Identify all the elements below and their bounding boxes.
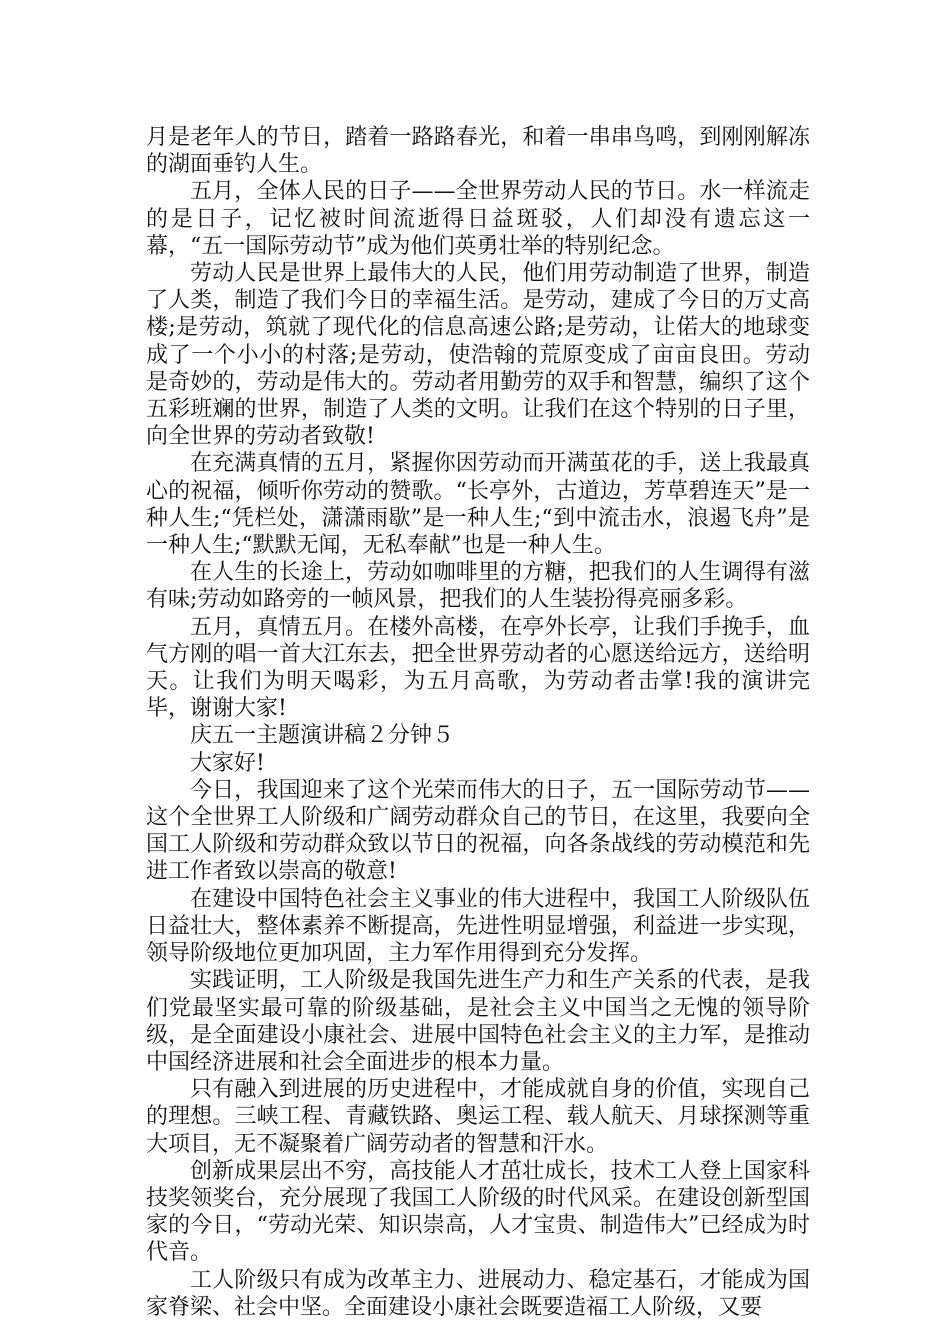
greeting: 大家好! <box>190 750 265 776</box>
paragraph: 今日，我国迎来了这个光荣而伟大的日子，五一国际劳动节——这个全世界工人阶级和广阔劳动群众自己的节日，在这里，我要向全国工人阶级和劳动群众致以节日的祝福，向各条战线的劳动模范和先进工作者致以崇高的敬意! <box>146 777 810 885</box>
paragraph: 五月，全体人民的日子——全世界劳动人民的节日。水一样流走的是日子，记忆被时间流逝得日益斑驳，人们却没有遗忘这一幕，“五一国际劳动节”成为他们英勇壮举的特别纪念。 <box>146 179 810 259</box>
paragraph: 只有融入到进展的历史进程中，才能成就自身的价值，实现自己的理想。三峡工程、青藏铁路、奥运工程、载人航天、月球探测等重大项目，无不凝聚着广阔劳动者的智慧和汗水。 <box>146 1077 810 1157</box>
section-heading: 庆五一主题演讲稿２分钟５ <box>190 723 455 749</box>
document-body <box>146 124 810 1321</box>
paragraph-truncated: 工人阶级只有成为改革主力、进展动力、稳定基石，才能成为国家脊梁、社会中坚。全面建设小康社会既要造福工人阶级，又要 <box>146 1267 810 1320</box>
paragraph-continued: 月是老年人的节日，踏着一路路春光，和着一串串鸟鸣，到刚刚解冻的湖面垂钓人生。 <box>146 125 810 178</box>
paragraph: 在建设中国特色社会主义事业的伟大进程中，我国工人阶级队伍日益壮大，整体素养不断提高，先进性明显增强，利益进一步实现，领导阶级地位更加巩固，主力军作用得到充分发挥。 <box>146 886 810 967</box>
paragraph: 在充满真情的五月，紧握你因劳动而开满茧花的手，送上我最真心的祝福，倾听你劳动的赞歌。“长亭外，古道边，芳草碧连天”是一种人生;“凭栏处，潇潇雨歇”是一种人生;“到中流击水，浪遏飞舟”是一种人生;“默默无闻，无私奉献”也是一种人生。 <box>146 451 810 559</box>
paragraph: 创新成果层出不穷，高技能人才茁壮成长，技术工人登上国家科技奖领奖台，充分展现了我国工人阶级的时代风采。在建设创新型国家的今日，“劳动光荣、知识崇高，人才宝贵、制造伟大”已经成为时代音。 <box>146 1158 810 1266</box>
paragraph: 实践证明，工人阶级是我国先进生产力和生产关系的代表，是我们党最坚实最可靠的阶级基础，是社会主义中国当之无愧的领导阶级，是全面建设小康社会、进展中国特色社会主义的主力军，是推动中国经济进展和社会全面进步的根本力量。 <box>146 968 810 1075</box>
paragraph: 劳动人民是世界上最伟大的人民，他们用劳动制造了世界，制造了人类，制造了我们今日的幸福生活。是劳动，建成了今日的万丈高楼;是劳动，筑就了现代化的信息高速公路;是劳动，让偌大的地球变成了一个小小的村落;是劳动，使浩翰的荒原变成了亩亩良田。劳动是奇妙的，劳动是伟大的。劳动者用勤劳的双手和智慧，编织了这个五彩班斓的世界，制造了人类的文明。让我们在这个特别的日子里，向全世界的劳动者致敬! <box>146 261 810 450</box>
paragraph: 五月，真情五月。在楼外高楼，在亭外长亭，让我们手挽手，血气方刚的唱一首大江东去，把全世界劳动者的心愿送给远方，送给明天。让我们为明天喝彩，为五月高歌，为劳动者击掌!我的演讲完毕，谢谢大家! <box>146 614 810 722</box>
paragraph: 在人生的长途上，劳动如咖啡里的方糖，把我们的人生调得有滋有味;劳动如路旁的一帧风景，把我们的人生装扮得亮丽多彩。 <box>146 560 810 613</box>
